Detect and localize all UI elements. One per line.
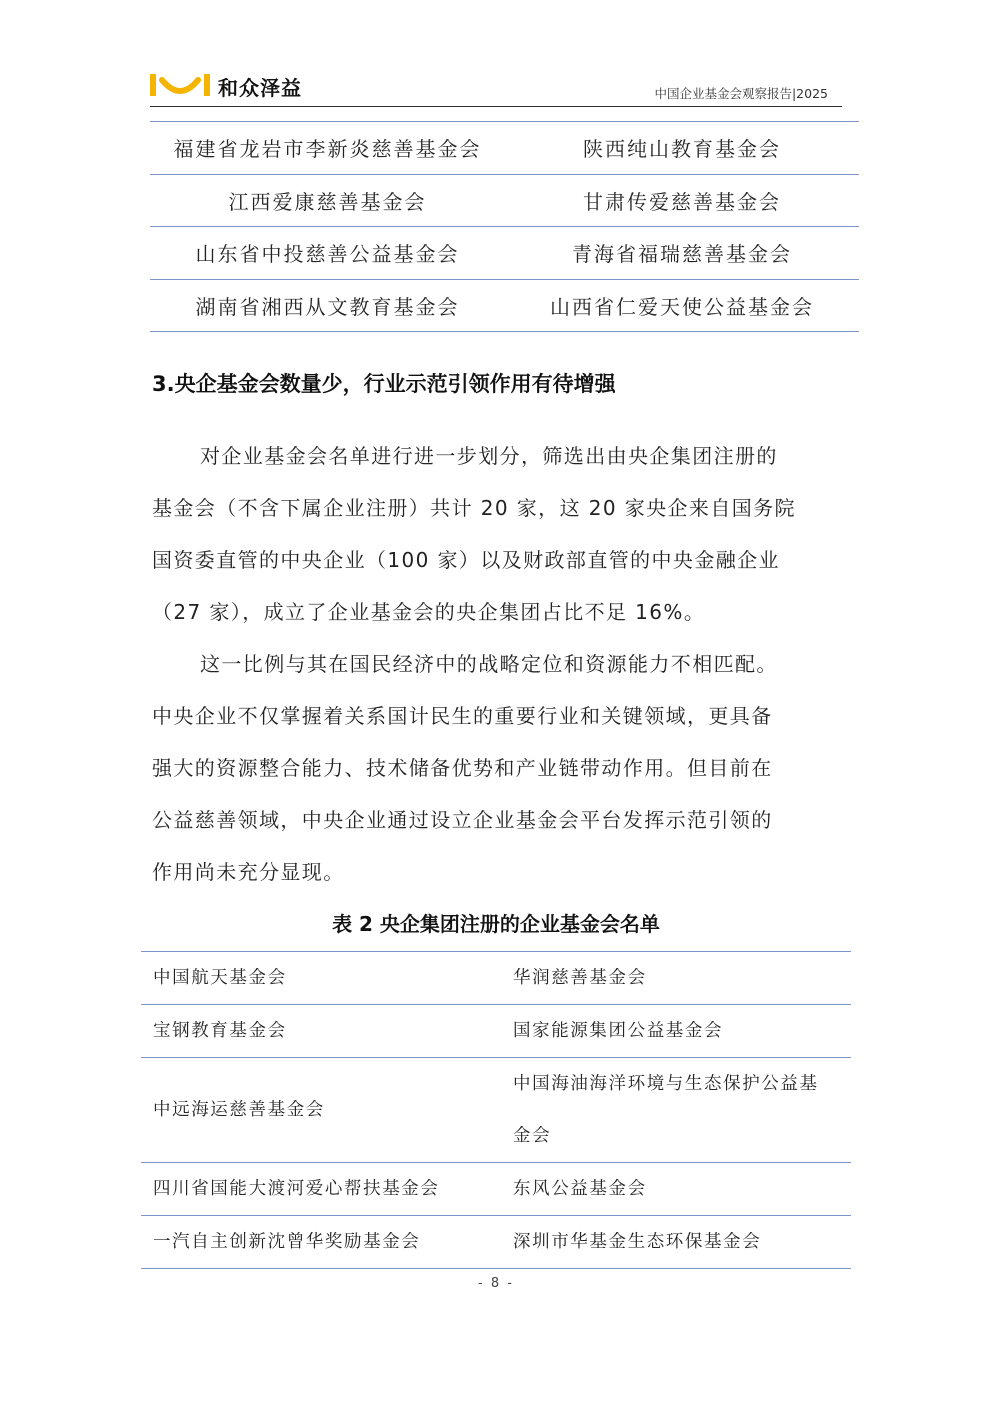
cell-text: 金会 [513,1126,552,1146]
table-row [141,1163,851,1216]
cell-text: 一汽自主创新沈曾华奖励基金会 [153,1232,421,1252]
table-cell: 江西爱康慈善基金会 [150,174,505,227]
table-row [150,122,859,175]
table-cell [141,952,501,1005]
page-header [150,70,842,107]
section-heading: 3.央企基金会数量少，行业示范引领作用有待增强 [152,372,616,396]
table-cell: 甘肃传爱慈善基金会 [505,174,859,227]
central-soe-foundation-table [141,951,851,1269]
table-cell [141,1005,501,1058]
table-cell [501,1005,851,1058]
table-cell [501,1163,851,1216]
table-cell: 山西省仁爱天使公益基金会 [505,279,859,332]
table-cell: 山东省中投慈善公益基金会 [150,227,505,280]
paragraph-line: 基金会（不含下属企业注册）共计 20 家，这 20 家央企来自国务院 [152,496,796,520]
cell-text: 中国海油海洋环境与生态保护公益基 [513,1074,819,1094]
cell-text: 宝钢教育基金会 [153,1021,287,1041]
paragraph-line: 中央企业不仅掌握着关系国计民生的重要行业和关键领域，更具备 [152,704,773,728]
foundation-list-table-continued [150,121,859,332]
table-cell [141,1163,501,1216]
cell-text: 深圳市华基金生态环保基金会 [513,1232,762,1252]
paragraph-line: 强大的资源整合能力、技术储备优势和产业链带动作用。但目前在 [152,756,773,780]
cell-text: 四川省国能大渡河爱心帮扶基金会 [153,1179,440,1199]
cell-text: 国家能源集团公益基金会 [513,1021,724,1041]
table-row [141,1216,851,1269]
paragraph-line: 这一比例与其在国民经济中的战略定位和资源能力不相匹配。 [200,652,778,676]
table-row [150,227,859,280]
paragraph-line: 作用尚未充分显现。 [152,860,345,884]
cell-text: 东风公益基金会 [513,1179,647,1199]
paragraph-line: （27 家），成立了企业基金会的央企集团占比不足 16%。 [152,600,706,624]
paragraph-line: 公益慈善领域，中央企业通过设立企业基金会平台发挥示范引领的 [152,808,773,832]
table-caption: 表 2 央企集团注册的企业基金会名单 [332,912,660,936]
page-number: - 8 - [478,1276,514,1291]
table-row [141,1058,851,1163]
table-row [141,952,851,1005]
cell-text: 华润慈善基金会 [513,968,647,988]
table-cell [141,1058,501,1163]
body-paragraph-1 [152,430,842,638]
table-cell: 湖南省湘西从文教育基金会 [150,279,505,332]
table-cell [141,1216,501,1269]
cell-text: 中国航天基金会 [153,968,287,988]
report-title: 中国企业基金会观察报告|2025 [654,86,828,101]
table-row [150,174,859,227]
table-cell: 陕西纯山教育基金会 [505,122,859,175]
cell-text: 中远海运慈善基金会 [153,1100,325,1120]
table-cell: 青海省福瑞慈善基金会 [505,227,859,280]
brand-logo-icon [150,72,210,98]
table-row [150,279,859,332]
table-cell [501,952,851,1005]
table-row [141,1005,851,1058]
body-paragraph-2 [152,638,842,898]
table-cell [501,1216,851,1269]
paragraph-line: 对企业基金会名单进行进一步划分，筛选出由央企集团注册的 [200,444,778,468]
table-cell [501,1058,851,1163]
brand-logo-text: 和众泽益 [218,76,302,100]
table-cell: 福建省龙岩市李新炎慈善基金会 [150,122,505,175]
paragraph-line: 国资委直管的中央企业（100 家）以及财政部直管的中央金融企业 [152,548,780,572]
